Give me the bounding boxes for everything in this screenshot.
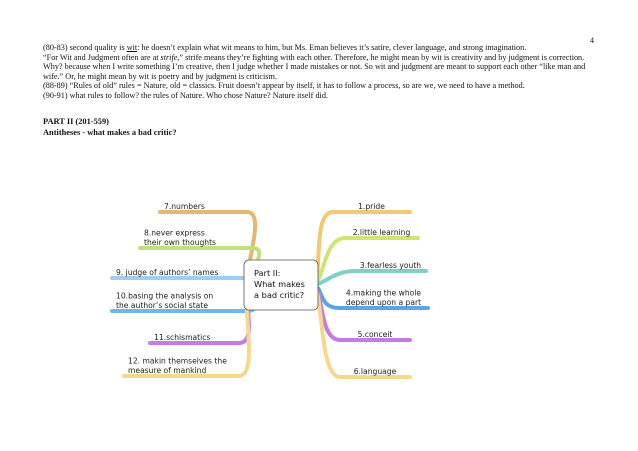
right-branch-5-label-1: 5.conceit <box>357 330 393 339</box>
left-branch-3-label-1: 9. judge of authors’ names <box>116 268 219 277</box>
left-branch-6-label-2: measure of mankind <box>128 366 207 375</box>
paragraph-judgment-rest: ,” strife means they’re fighting with each other. Therefore, he might mean by wit is creativity and by judgment is correction. Why? because when I write something I’m creative, then I judge whether I made mistakes or not. So wit and judgment are meant to support each other “like man and wife.” Or, he might mean by wit is poetry and by judgment is criticism. <box>43 52 586 81</box>
right-branch-1-label-1: 1.pride <box>358 202 385 211</box>
center-node-line-2: What makes <box>254 279 305 289</box>
left-branch-2-label-2: their own thoughts <box>144 238 217 247</box>
paragraph-wit-underlined: wit <box>126 43 138 52</box>
paragraph-rules-of-old: (88-89) “Rules of old” rules = Nature, old = classics. Fruit doesn’t appear by itself, it has to follow a process, so are we, we need to have a method. <box>43 81 525 91</box>
right-branch-2-label-1: 2.little learning <box>352 228 411 237</box>
left-branch-2-label-1: 8.never express <box>144 228 205 238</box>
center-node-line-3: a bad critic? <box>254 290 305 300</box>
page-number: 4 <box>590 36 594 45</box>
right-branch-3 <box>312 271 426 285</box>
part-subheading: Antitheses - what makes a bad critic? <box>43 128 177 137</box>
right-branch-6-label-1: 6.language <box>353 367 397 376</box>
left-branch-5-label-1: 11.schismatics <box>154 333 211 342</box>
left-branch-1-label-1: 7.numbers <box>164 202 205 211</box>
paragraph-judgment-lead: “For Wit and Judgment often are at <box>43 52 161 62</box>
part-heading: PART II (201-559) <box>43 117 109 126</box>
left-branch-3 <box>112 278 250 285</box>
paragraph-wit-lead: (80-83) second quality is <box>43 43 127 52</box>
left-branch-6-label-1: 12. makin themselves the <box>128 356 227 366</box>
paragraph-judgment-italic: strife <box>160 52 178 62</box>
left-branch-4-label-1: 10.basing the analysis on <box>116 291 214 301</box>
paragraph-rules-to-follow: (90-91) what rules to follow? the rules of Nature. Who chose Nature? Nature itself did. <box>43 90 328 100</box>
right-branch-4-label-1: 4.making the whole <box>345 288 422 298</box>
left-branch-4-label-2: the author’s social state <box>116 301 208 310</box>
right-branch-3-label-1: 3.fearless youth <box>359 261 422 270</box>
right-branch-4-label-2: depend upon a part <box>345 298 422 307</box>
right-branch-1 <box>312 212 410 285</box>
paragraph-wit-rest: : he doesn’t explain what wit means to him, but Ms. Eman believes it’s satire, clever language, and strong imagination. <box>137 43 527 52</box>
center-node-line-1: Part II: <box>254 268 281 278</box>
